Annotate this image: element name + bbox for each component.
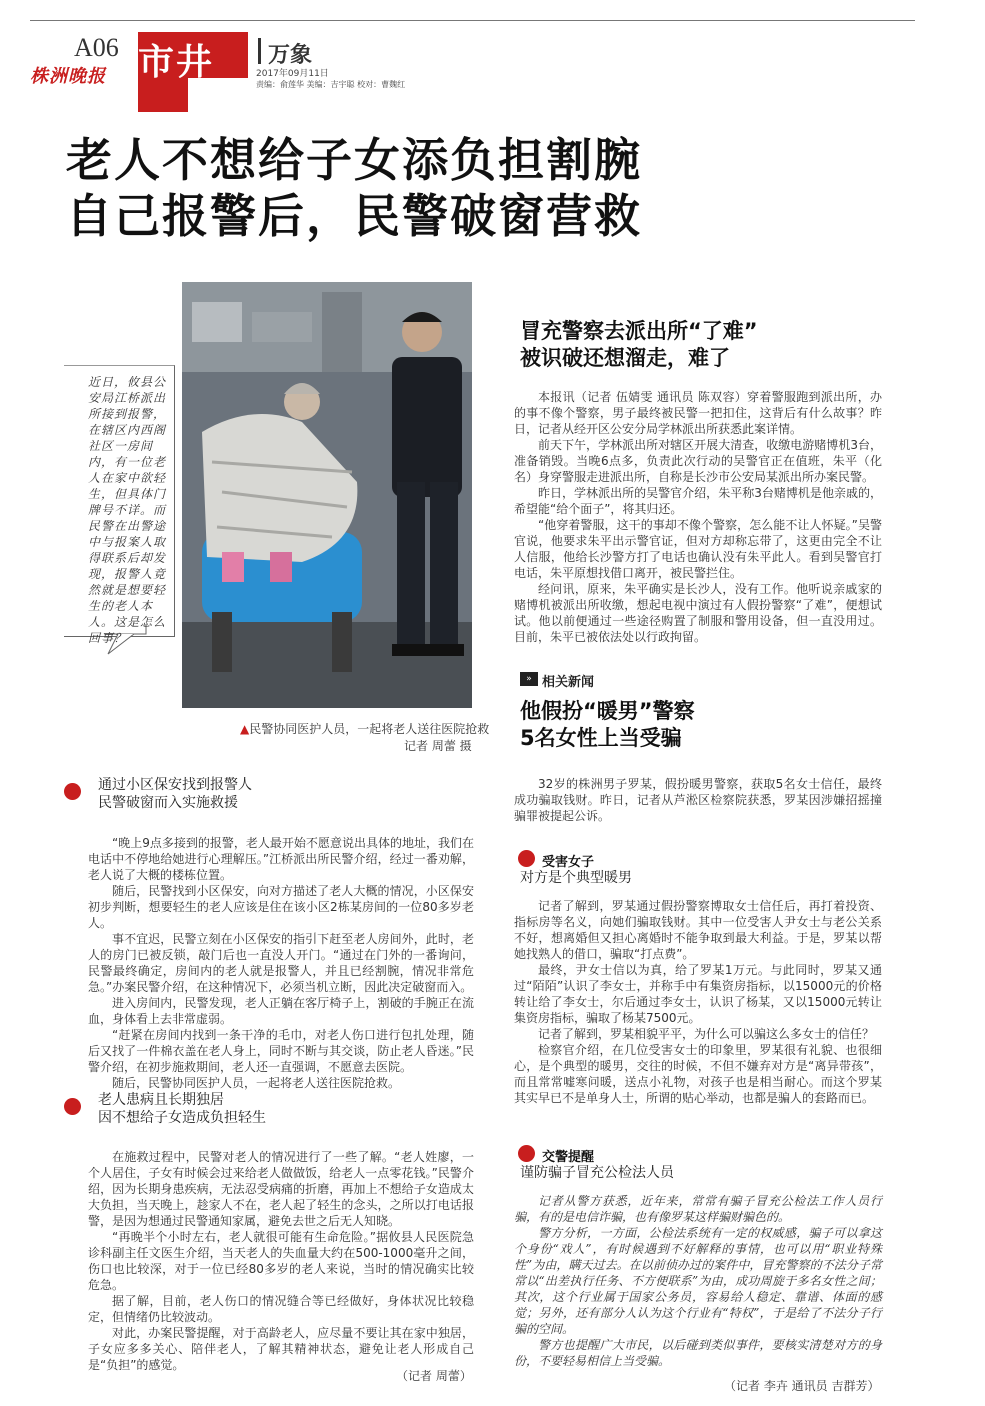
paragraph: “晚上9点多接到的报警，老人最开始不愿意说出具体的地址，我们在电话中不停地给她进行心理解压。”江桥派出所民警介绍，经过一番劝解，老人说了大概的楼栋位置。 [88,836,474,882]
story-c-title [520,698,695,752]
hospital-scene-image [182,282,472,708]
story-c-byline: （记者 李卉 通讯员 吉群芳） [724,1379,880,1393]
story-b-title-line1: 冒充警察去派出所“了难” [520,319,758,343]
paragraph: “赶紧在房间内找到一条干净的毛巾，对老人伤口进行包扎处理，随后又找了一件棉衣盖在老人身上，同时不断与其交谈，防止老人昏迷。”民警介绍，在初步施救期间，老人还一直强调，不愿意去医院。 [88,1028,474,1074]
double-chevron-icon: » [520,672,538,686]
paragraph: 在施救过程中，民警对老人的情况进行了一些了解。“老人姓廖，一个人居住，子女有时候会过来给老人做做饭，给老人一点零花钱。”民警介绍，因为长期身患疾病，无法忍受病痛的折磨，再加上不想给子女造成太大负担，当天晚上，趁家人不在，老人起了轻生的念头，之所以打电话报警，是因为想通过民警通知家属，避免去世之后无人知晓。 [88,1150,474,1228]
story-a-subhead-2-line2: 因不想给子女造成负担轻生 [98,1110,266,1126]
story-a-subhead-1-line2: 民警破窗而入实施救援 [98,795,238,811]
photo-credit: 记者 周蕾 摄 [404,739,472,753]
paragraph: 记者了解到，罗某相貌平平，为什么可以骗这么多女士的信任？ [538,1027,875,1041]
section-dot-icon [518,850,535,867]
paragraph: “他穿着警服，这干的事却不像个警察，怎么能不让人怀疑。”吴警官说，他要求朱平出示警官证，但对方却称忘带了，这更由完全不让人信服，他给长沙警方打了电话也确认没有朱平此人。看到吴警官打电话，朱平原想找借口离开，被民警拦住。 [514,518,882,580]
story-a-subhead-2 [98,1091,266,1127]
story-a-section-2-body [88,1149,474,1373]
paragraph: 记者从警方获悉，近年来，常常有骗子冒充公检法工作人员行骗，有的是电信诈骗，也有像罗某这样骗财骗色的。 [514,1194,882,1224]
victim-body [514,898,882,1106]
victim-heading: 受害女子 [542,855,595,870]
paragraph: 随后，民警找到小区保安，向对方描述了老人大概的情况，小区保安初步判断，想要轻生的老人应该是住在该小区2栋某房间的一位80多岁老人。 [88,884,474,930]
newspaper-logo: 株洲晚报 [30,66,106,87]
paragraph: 随后，民警协同医护人员，一起将老人送往医院抢救。 [112,1076,401,1090]
paragraph: 记者了解到，罗某通过假扮警察博取女士信任后，再打着投资、指标房等名义，向她们骗取钱财。其中一位受害人尹女士与老公关系不好，想离婚但又担心离婚时不能争取到最大利益。于是，罗某以帮她找熟人的借口，骗取“打点费”。 [514,899,882,961]
paragraph: 据了解，目前，老人伤口的情况缝合等已经做好，身体状况比较稳定，但情绪仍比较波动。 [88,1294,474,1324]
story-a-subhead-1-line1: 通过小区保安找到报警人 [98,777,252,793]
paragraph: 进入房间内，民警发现，老人正躺在客厅椅子上，割破的手腕正在流血，身体看上去非常虚弱。 [88,996,474,1026]
story-c-intro [514,776,882,824]
news-photo [182,282,472,708]
paragraph: 检察官介绍，在几位受害女士的印象里，罗某很有礼貌、也很细心，是个典型的暖男，交往的时候，不但不嫌弃对方是“离异带孩”，而且常常嘘寒问暖，送点小礼物，对孩子也是相当耐心。而这个罗某其实早已不是单身人士，所谓的贴心举动，也都是骗人的套路而已。 [514,1043,882,1105]
headline-line-2: 自己报警后，民警破窗营救 [66,189,642,243]
paragraph: “再晚半个小时左右，老人就很可能有生命危险。”据攸县人民医院急诊科副主任文医生介绍，当天老人的失血量大约在500-1000毫升之间，伤口也比较深，对于一位已经80多岁的老人来说，当时的情况确实比较危急。 [88,1230,474,1292]
paragraph: 对此，办案民警提醒，对于高龄老人，应尽量不要让其在家中独居，子女应多多关心、陪伴老人，了解其精神状态，避免让老人形成自己是“负担”的感觉。 [88,1326,474,1372]
caption-triangle-icon: ▲ [240,722,250,736]
photo-caption [240,720,489,737]
editor-credits: 责编：俞莲华 美编：吉宇聪 校对：曹魏红 [256,80,406,89]
paragraph: 最终，尹女士信以为真，给了罗某1万元。与此同时，罗某又通过“陌陌”认识了李女士，并称手中有集资房指标，以15000元的价格转让给了李女士，尔后通过李女士，认识了杨某，又以15000元转让集资房指标，骗取了杨某7500元。 [514,963,882,1025]
paragraph: 昨日，学林派出所的吴警官介绍，朱平称3台赌博机是他亲戚的，希望能“给个面子”，将其归还。 [514,486,882,516]
story-a-subhead-1 [98,776,252,812]
paragraph: 警方分析，一方面，公检法系统有一定的权威感，骗子可以拿这个身份“戏人”，有时候遇到不好解释的事情，也可以用“职业特殊性”为由，瞒天过去。在以前侦办过的案件中，冒充警察的不法分子常常以“出差执行任务、不方便联系”为由，成功周旋于多名女性之间；其次，这个行业属于国家公务员，容易给人稳定、靠谱、体面的感觉；另外，还有部分人认为这个行业有“特权”，于是给了不法分子行骗的空间。 [514,1226,882,1336]
story-b-title [520,318,758,372]
tip-body [514,1193,882,1369]
story-b-title-line2: 被识破还想溜走，难了 [520,346,730,370]
section-flag-text: 市井 [138,41,215,83]
paragraph: 经问讯，原来，朱平确实是长沙人，没有工作。他听说亲戚家的赌博机被派出所收缴，想起电视中演过有人假扮警察“了难”，便想试试。他以前便通过一些途径购置了制服和警用设备，但一直没用过。目前，朱平已被依法处以行政拘留。 [514,582,882,644]
lead-text: 近日，攸县公安局江桥派出所接到报警，在辖区内西阁社区一房间内，有一位老人在家中欲轻生，但具体门牌号不详。而民警在出警途中与报案人取得联系后却发现，报警人竟然就是想要轻生的老人本人。这是怎么回事？ [88,375,167,645]
related-news-tag: 相关新闻 [542,675,595,690]
section-dot-icon [518,1145,535,1162]
tip-subheading: 谨防骗子冒充公检法人员 [520,1165,674,1181]
section-dot-icon [64,1098,81,1115]
page-number: A06 [74,33,119,62]
story-b-body [514,389,882,645]
headline-line-1: 老人不想给子女添负担割腕 [66,133,642,187]
main-headline [66,132,806,244]
issue-date: 2017年09月11日 [256,69,329,79]
section-divider [258,38,261,64]
story-c-title-line1: 他假扮“暖男”警察 [520,699,695,723]
paragraph: 32岁的株洲男子罗某，假扮暖男警察，获取5名女士信任，最终成功骗取钱财。昨日，记者从芦淞区检察院获悉，罗某因涉嫌招摇撞骗罪被提起公诉。 [514,777,882,823]
paragraph: 事不宜迟，民警立刻在小区保安的指引下赶至老人房间外，此时，老人的房门已被反锁，敲门后也一直没人开门。“通过在门外的一番询问，民警最终确定，房间内的老人就是报警人，并且已经割腕，情况非常危急。”办案民警介绍，在这种情况下，必须当机立断，因此决定破窗而入。 [88,932,474,994]
section-dot-icon [64,783,81,800]
top-rule [30,20,915,21]
story-c-title-line2: 5名女性上当受骗 [520,726,682,750]
story-a-byline: （记者 周蕾） [396,1369,472,1383]
paragraph: 警方也提醒广大市民，以后碰到类似事件，要核实清楚对方的身份，不要轻易相信上当受骗。 [514,1338,882,1368]
caption-text: 民警协同医护人员，一起将老人送往医院抢救 [249,722,490,736]
section-name: 万象 [268,43,313,68]
paragraph: 前天下午，学林派出所对辖区开展大清查，收缴电游赌博机3台，准备销毁。当晚6点多，负责此次行动的吴警官正在值班，朱平（化名）身穿警服走进派出所，自称是长沙市公安局某派出所办案民警。 [514,438,882,484]
story-a-subhead-2-line1: 老人患病且长期独居 [98,1092,224,1108]
victim-subheading: 对方是个典型暖男 [520,870,632,886]
tip-heading: 交警提醒 [542,1150,595,1165]
story-a-section-1-body [88,835,474,1091]
paragraph: 本报讯（记者 伍婧雯 通讯员 陈双容）穿着警服跑到派出所，办的事不像个警察，男子最终被民警一把扣住，这背后有什么故事？昨日，记者从经开区公安分局学林派出所获悉此案详情。 [514,390,882,436]
